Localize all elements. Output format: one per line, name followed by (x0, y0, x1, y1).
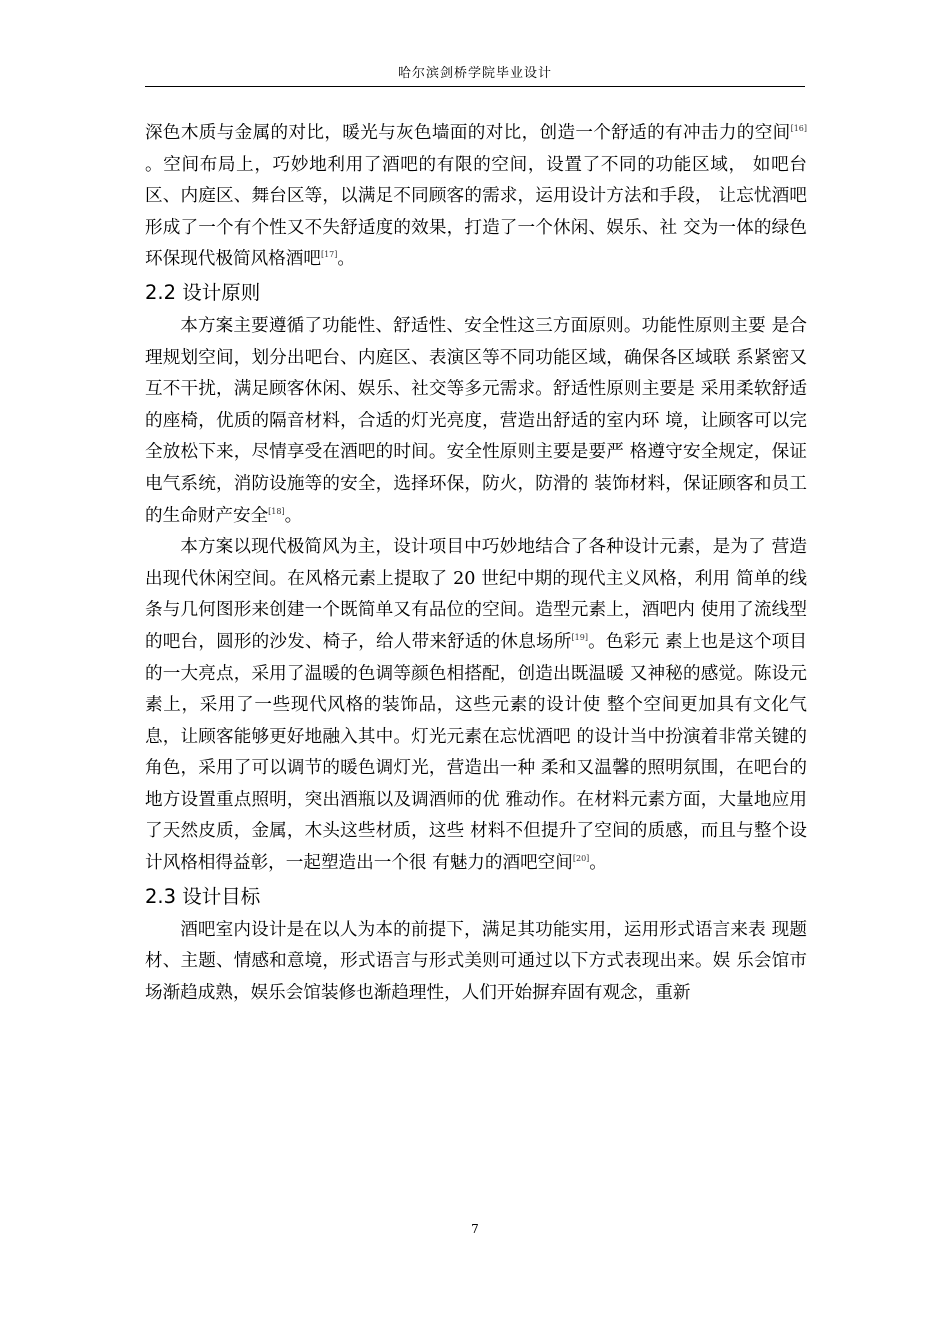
style-elements-paragraph: 本方案以现代极简风为主，设计项目中巧妙地结合了各种设计元素，是为了 营造出现代休闲空间。在风格元素上提取了 20 世纪中期的现代主义风格，利用 简单的线条与几何图形来创建一个既简单又有品位的空间。造型元素上，酒吧内 使用了流线型的吧台，圆形的沙发、椅子，给人带来舒适的休息场所[19]。色彩元 素上也是这个项目的一大亮点，采用了温暖的色调等颜色相搭配，创造出既温暖 又神秘的感觉。陈设元素上，采用了一些现代风格的装饰品，这些元素的设计使 整个空间更加具有文化气息，让顾客能够更好地融入其中。灯光元素在忘忧酒吧 的设计当中扮演着非常关键的角色，采用了可以调节的暖色调灯光，营造出一种 柔和又温馨的照明氛围，在吧台的地方设置重点照明，突出酒瓶以及调酒师的优 雅动作。在材料元素方面，大量地应用了天然皮质，金属，木头这些材质，这些 材料不但提升了空间的质感，而且与整个设计风格相得益彰，一起塑造出一个很 有魅力的酒吧空间[20]。 (145, 537, 807, 874)
intro-paragraph: 深色木质与金属的对比，暖光与灰色墙面的对比，创造一个舒适的有冲击力的空间[16] 。空间布局上，巧妙地利用了酒吧的有限的空间，设置了不同的功能区域， 如吧台区、内庭区、舞台区等，以满足不同顾客的需求，运用设计方法和手段， 让忘忧酒吧形成了一个有个性又不失舒适度的效果，打造了一个休闲、娱乐、社 交为一体的绿色环保现代极简风格酒吧[17]。 (145, 123, 807, 270)
citation-20: [20] (572, 854, 590, 864)
goals-paragraph: 酒吧室内设计是在以人为本的前提下，满足其功能实用，运用形式语言来表 现题材、主题、情感和意境，形式语言与形式美则可通过以下方式表现出来。娱 乐会馆市场渐趋成熟，娱乐会馆装修也渐趋理性，人们开始摒弃固有观念，重新 (145, 919, 807, 1003)
document-body (145, 118, 807, 1009)
section-heading-2-3: 2.3 设计目标 (145, 884, 261, 908)
intro-text-continued: 。空间布局上，巧妙地利用了酒吧的有限的空间，设置了不同的功能区域， 如吧台区、内庭区、舞台区等，以满足不同顾客的需求，运用设计方法和手段， 让忘忧酒吧形成了一个有个性又不失舒适度的效果，打造了一个休闲、娱乐、社 交为一体的绿色环保现代极简风格酒吧 (145, 154, 807, 270)
citation-19: [19] (571, 632, 588, 642)
header-divider (145, 86, 805, 87)
citation-16: [16] (790, 124, 807, 133)
citation-17: [17] (320, 250, 338, 260)
citation-18: [18] (268, 506, 285, 516)
page-header: 哈尔滨剑桥学院毕业设计 (397, 66, 552, 81)
page-number: 7 (471, 1222, 479, 1236)
intro-text: 深色木质与金属的对比，暖光与灰色墙面的对比，创造一个舒适的有冲击力的空间 (145, 123, 791, 143)
section-heading-2-2: 2.2 设计原则 (145, 280, 261, 304)
principles-paragraph: 本方案主要遵循了功能性、舒适性、安全性这三方面原则。功能性原则主要 是合理规划空间，划分出吧台、内庭区、表演区等不同功能区域，确保各区域联 系紧密又互不干扰，满足顾客休闲、娱乐、社交等多元需求。舒适性原则主要是 采用柔软舒适的座椅，优质的隔音材料，合适的灯光亮度，营造出舒适的室内环 境，让顾客可以完全放松下来，尽情享受在酒吧的时间。安全性原则主要是要严 格遵守安全规定，保证电气系统，消防设施等的安全，选择环保，防火，防滑的 装饰材料，保证顾客和员工的生命财产安全[18]。 (145, 315, 807, 526)
